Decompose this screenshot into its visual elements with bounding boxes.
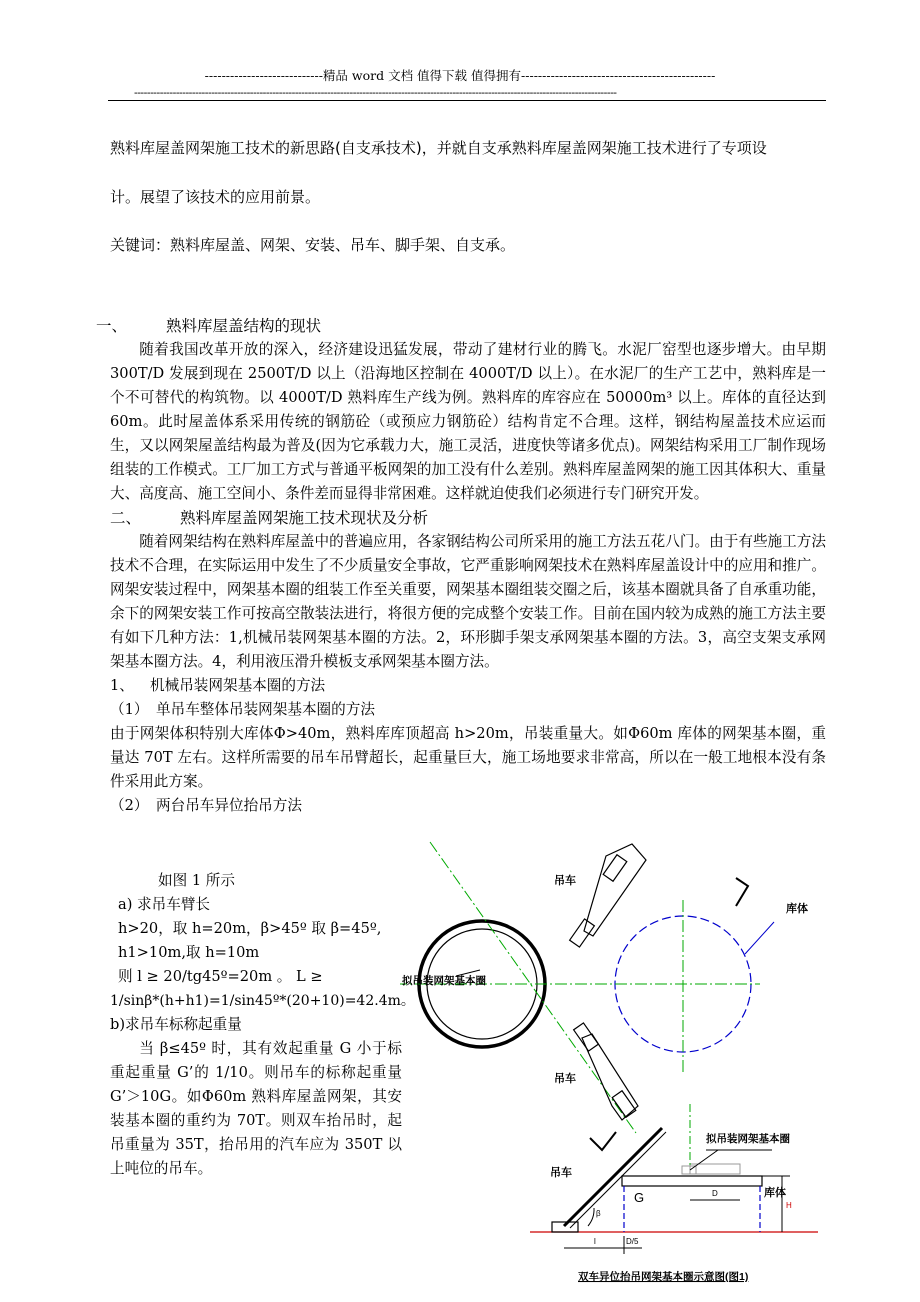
abstract-line-2: 计。展望了该技术的应用前景。 xyxy=(110,188,321,206)
figure-caption: 双车异位抬吊网架基本圈示意图(图1) xyxy=(578,1271,749,1283)
part-b-paragraph: 当 β≤45º 时，其有效起重量 G 小于标重起重量 G’的 1/10。则吊车的标称起重量 G’＞10G。如Φ60m 熟料库屋盖网架，其安装基本圈的重约为 70T。则双车抬吊时，起吊重量为 35T，抬吊用的汽车应为 350T 以上吨位的吊车。 xyxy=(110,1040,402,1177)
item-2-title: 两台吊车异位抬吊方法 xyxy=(156,797,302,814)
planned-ring-section xyxy=(690,1164,740,1174)
subsection-1-number: 1、 xyxy=(110,677,134,694)
section-2-number: 二、 xyxy=(110,509,142,527)
part-a-line-2: h1>10m,取 h=10m xyxy=(118,944,260,961)
figure-1 xyxy=(400,838,820,1290)
elevation-crane-boom-inner xyxy=(570,1132,666,1228)
upper-crane-body xyxy=(603,855,627,882)
elevation-crane-boom xyxy=(564,1128,662,1226)
part-b-title: b)求吊车标称起重量 xyxy=(110,1016,242,1033)
figure-reference: 如图 1 所示 xyxy=(158,872,235,889)
silo-leader-line xyxy=(745,922,774,954)
part-a-line-4: 1/sinβ*(h+h1)=1/sin45º*(20+10)=42.4m。 xyxy=(110,993,415,1009)
header-rule xyxy=(108,100,826,101)
label-H: H xyxy=(786,1201,792,1210)
section-2-heading xyxy=(110,506,826,530)
keywords: 关键词：熟料库屋盖、网架、安装、吊车、脚手架、自支承。 xyxy=(110,236,516,254)
label-elevation-ring: 拟吊装网架基本圈 xyxy=(706,1133,790,1145)
item-1-number: （1） xyxy=(110,701,149,718)
subsection-1-title: 机械吊装网架基本圈的方法 xyxy=(150,677,326,694)
item-1-title: 单吊车整体吊装网架基本圈的方法 xyxy=(156,701,375,718)
left-column xyxy=(110,869,415,1181)
header-line-1: ----------------------------精品 word 文档 值得下载 值得拥有---------------------------------------------- xyxy=(204,68,716,83)
label-l: l xyxy=(594,1237,596,1246)
section-2-title: 熟料库屋盖网架施工技术现状及分析 xyxy=(180,509,429,527)
label-elevation-silo: 库体 xyxy=(764,1187,786,1199)
part-a-line-1: h>20，取 h=20m，β>45º 取 β=45º, xyxy=(118,920,382,937)
section-1 xyxy=(96,314,826,818)
label-silo: 库体 xyxy=(786,903,808,915)
section-1-heading xyxy=(96,314,826,338)
header-line-2: ------------------------------------------------------------------------------------------------------------------------------------------------------ xyxy=(134,86,617,99)
elevation-ring-leader xyxy=(690,1150,718,1170)
label-D: D xyxy=(712,1189,718,1198)
check-mark xyxy=(590,1132,616,1150)
figure-1-drawing xyxy=(400,838,820,1290)
label-lower-crane: 吊车 xyxy=(554,1073,576,1085)
label-planned-ring: 拟吊装网架基本圈 xyxy=(402,975,486,987)
label-beta: β xyxy=(596,1209,601,1218)
item-1-paragraph: 由于网架体积特别大库体Φ>40m，熟料库库顶超高 h>20m，吊装重量大。如Φ60m 库体的网架基本圈，重量达 70T 左右。这样所需要的吊车吊臂超长，起重量巨大，施工场地要求非常高，所以在一般工地根本没有条件采用此方案。 xyxy=(110,725,826,790)
item-2-number: （2） xyxy=(110,797,149,814)
lower-crane-boom xyxy=(582,1034,638,1120)
label-G: G xyxy=(634,1190,645,1205)
beta-angle-arc xyxy=(588,1208,594,1226)
item-2-heading xyxy=(110,794,826,818)
label-upper-crane: 吊车 xyxy=(554,875,576,887)
abstract-line-1: 熟料库屋盖网架施工技术的新思路(自支承技术)，并就自支承熟料库屋盖网架施工技术进行了专项设 xyxy=(110,139,767,157)
section-1-paragraph: 随着我国改革开放的深入，经济建设迅猛发展，带动了建材行业的腾飞。水泥厂窑型也逐步增大。由早期 300T/D 发展到现在 2500T/D 以上（沿海地区控制在 4000T/D 以上）。在水泥厂的生产工艺中，熟料库是一个不可替代的构筑物。以 4000T/D 熟料库生产线为例。熟料库的库容应在 50000m³ 以上。库体的直径达到 60m。此时屋盖体系采用传统的钢筋砼（或预应力钢筋砼）结构肯定不合理。这样，钢结构屋盖技术应运而生，又以网架屋盖结构最为普及(因为它承载力大，施工灵活，进度快等诸多优点)。网架结构采用工厂制作现场组装的工作模式。工厂加工方式与普通平板网架的加工没有什么差别。熟料库屋盖网架的施工因其体积大、重量大、高度高、施工空间小、条件差而显得非常困难。这样就迫使我们必须进行专门研究开发。 xyxy=(110,341,826,502)
label-D5: D/5 xyxy=(626,1237,639,1246)
silo-roof xyxy=(622,1176,762,1186)
part-a-title: a) 求吊车臂长 xyxy=(118,896,211,913)
upper-crane-attachment xyxy=(570,919,595,947)
section-2-paragraph: 随着网架结构在熟料库屋盖中的普遍应用，各家钢结构公司所采用的施工方法五花八门。由于有些施工方法技术不合理，在实际运用中发生了不少质量安全事故，它严重影响网架技术在熟料库屋盖设计中的应用和推广。网架安装过程中，网架基本圈的组装工作至关重要，网架基本圈组装交圈之后，该基本圈就具备了自承重功能，余下的网架安装工作可按高空散装法进行，将很方便的完成整个安装工作。目前在国内较为成熟的施工方法主要有如下几种方法：1,机械吊装网架基本圈的方法。2，环形脚手架支承网架基本圈的方法。3，高空支架支承网架基本圈方法。4，利用液压滑升模板支承网架基本圈方法。 xyxy=(110,533,826,670)
subsection-1-heading xyxy=(110,674,826,698)
section-1-title: 熟料库屋盖结构的现状 xyxy=(166,317,322,335)
section-1-number: 一、 xyxy=(96,317,128,335)
part-a-line-3: 则 l ≥ 20/tg45º=20m 。 L ≥ xyxy=(118,968,323,985)
label-elevation-crane: 吊车 xyxy=(550,1167,572,1179)
item-1-heading xyxy=(110,698,826,722)
north-arrow-mark xyxy=(736,878,748,906)
